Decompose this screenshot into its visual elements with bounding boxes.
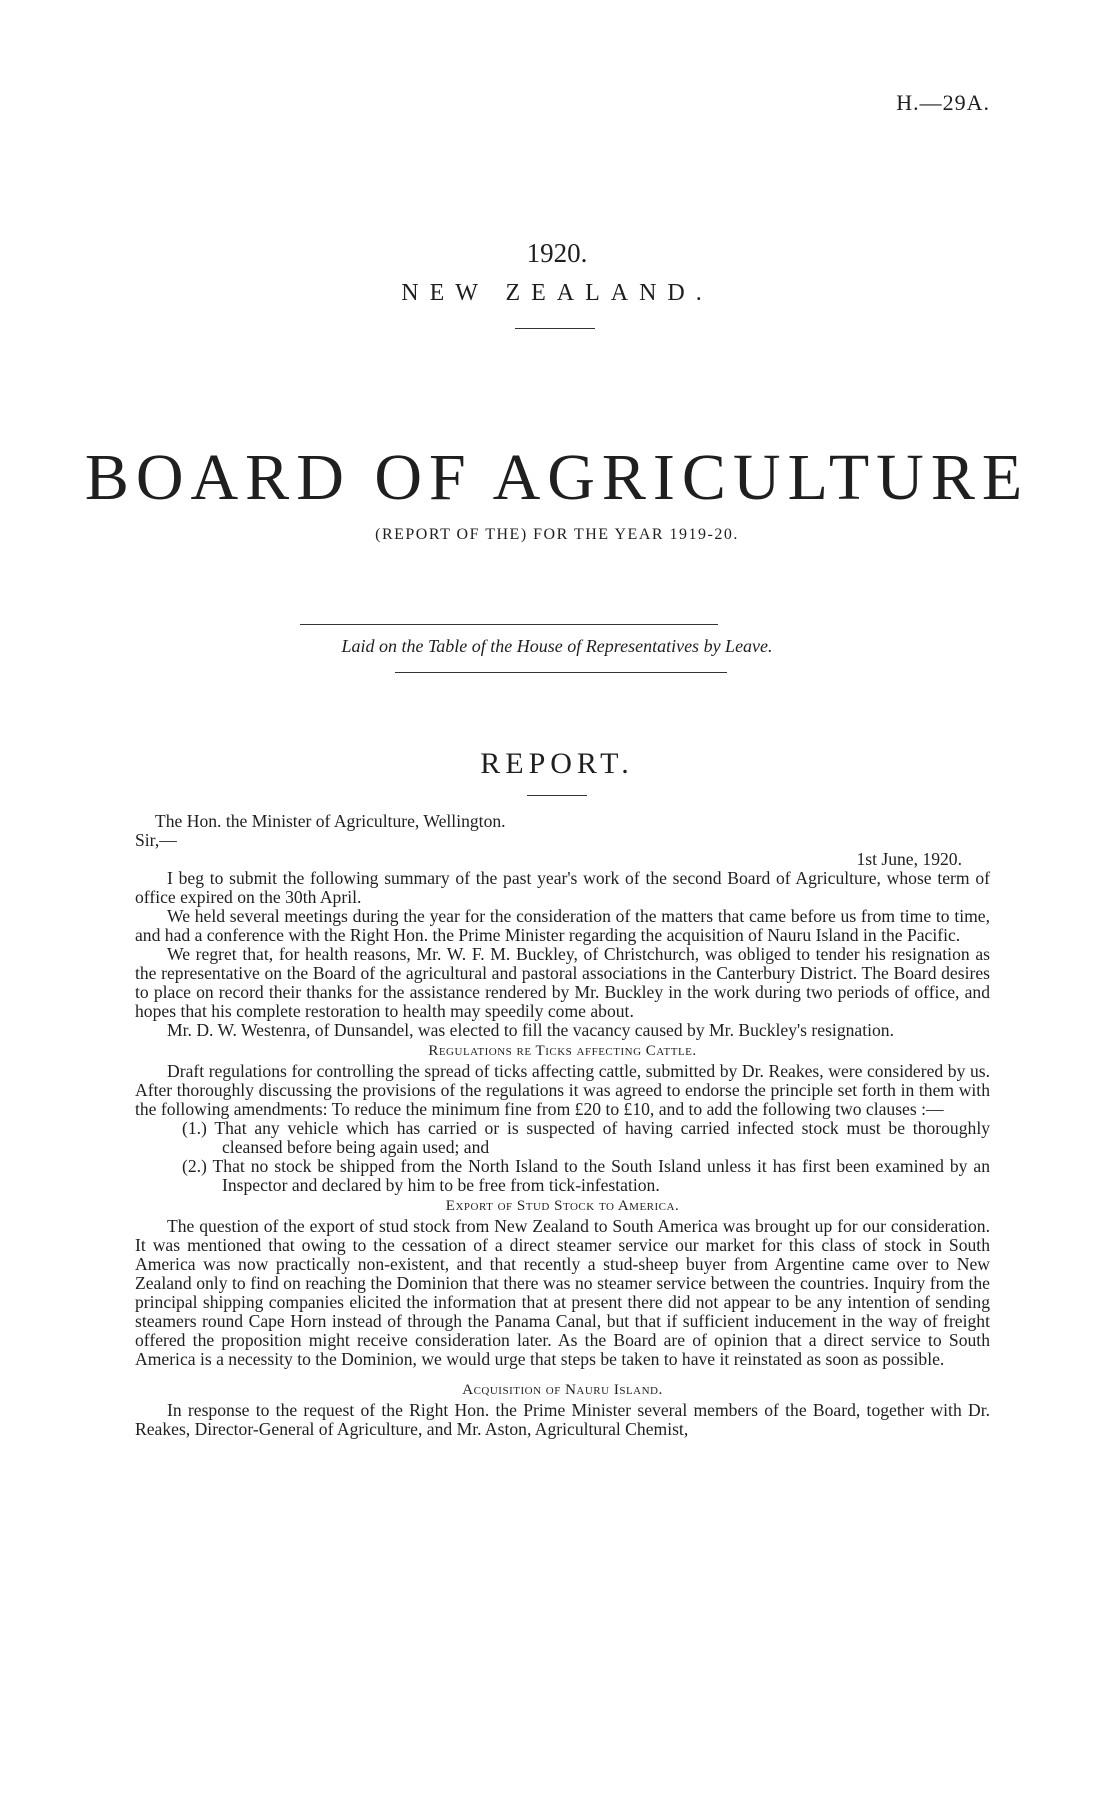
section-heading: Acquisition of Nauru Island. <box>462 1382 663 1398</box>
addressee: The Hon. the Minister of Agriculture, Wellington. <box>155 811 506 831</box>
document-reference: H.—29A. <box>896 90 990 115</box>
paragraph: I beg to submit the following summary of the past year's work of the second Board of Agriculture, whose term of office expired on the 30th April. <box>135 868 990 907</box>
paragraph: We regret that, for health reasons, Mr. W. F. M. Buckley, of Christchurch, was obliged to tender his resignation as the representative on the Board of the agricultural and pastoral associations in the Canterbury District. The Board desires to place on record their thanks for the assistance rendered by Mr. Buckley in the work during two periods of office, and hopes that his complete restoration to health may speedily come about. <box>135 944 990 1021</box>
report-body <box>135 812 990 1439</box>
salutation: Sir,— <box>135 830 177 850</box>
document-subtitle: (REPORT OF THE) FOR THE YEAR 1919-20. <box>375 526 739 543</box>
country-heading: NEW ZEALAND. <box>401 280 713 306</box>
document-year: 1920. <box>526 238 588 268</box>
paragraph: Mr. D. W. Westenra, of Dunsandel, was elected to fill the vacancy caused by Mr. Buckley's resignation. <box>167 1020 894 1040</box>
divider-rule <box>515 328 595 329</box>
document-title: BOARD OF AGRICULTURE <box>84 441 1030 514</box>
laid-on-table-note: Laid on the Table of the House of Representatives by Leave. <box>341 636 773 656</box>
paragraph: In response to the request of the Right Hon. the Prime Minister several members of the Board, together with Dr. Reakes, Director-General of Agriculture, and Mr. Aston, Agricultural Chemist, <box>135 1400 990 1439</box>
divider-rule <box>395 672 727 673</box>
clause: (2.) That no stock be shipped from the North Island to the South Island unless it has first been examined by an Inspector and declared by him to be free from tick-infestation. <box>182 1156 990 1195</box>
section-heading: Regulations re Ticks affecting Cattle. <box>428 1043 697 1059</box>
divider-rule <box>527 795 587 796</box>
paragraph: We held several meetings during the year for the consideration of the matters that came before us from time to time, and had a conference with the Right Hon. the Prime Minister regarding the acquisition of Nauru Island in the Pacific. <box>135 906 990 945</box>
paragraph: The question of the export of stud stock from New Zealand to South America was brought up for our consideration. It was mentioned that owing to the cessation of a direct steamer service our market for this class of stock in South America was now practically non-existent, and that recently a stud-sheep buyer from Argentine came over to New Zealand only to find on reaching the Dominion that there was no steamer service between the countries. Inquiry from the principal shipping companies elicited the information that at present there did not appear to be any intention of sending steamers round Cape Horn instead of through the Panama Canal, but that if sufficient inducement in the way of freight offered the proposition might receive consideration later. As the Board are of opinion that a direct service to South America is a necessity to the Dominion, we would urge that steps be taken to have it reinstated as soon as possible. <box>135 1216 990 1369</box>
section-heading: Export of Stud Stock to America. <box>445 1198 680 1214</box>
letter-date: 1st June, 1920. <box>856 849 962 869</box>
divider-rule <box>300 624 718 625</box>
clause: (1.) That any vehicle which has carried or is suspected of having carried infected stock must be thoroughly cleansed before being again used; and <box>182 1118 990 1157</box>
report-heading: REPORT. <box>480 747 634 780</box>
paragraph: Draft regulations for controlling the spread of ticks affecting cattle, submitted by Dr. Reakes, were considered by us. After thoroughly discussing the provisions of the regulations it was agreed to endorse the principle set forth in them with the following amendments: To reduce the minimum fine from £20 to £10, and to add the following two clauses :— <box>135 1061 990 1119</box>
